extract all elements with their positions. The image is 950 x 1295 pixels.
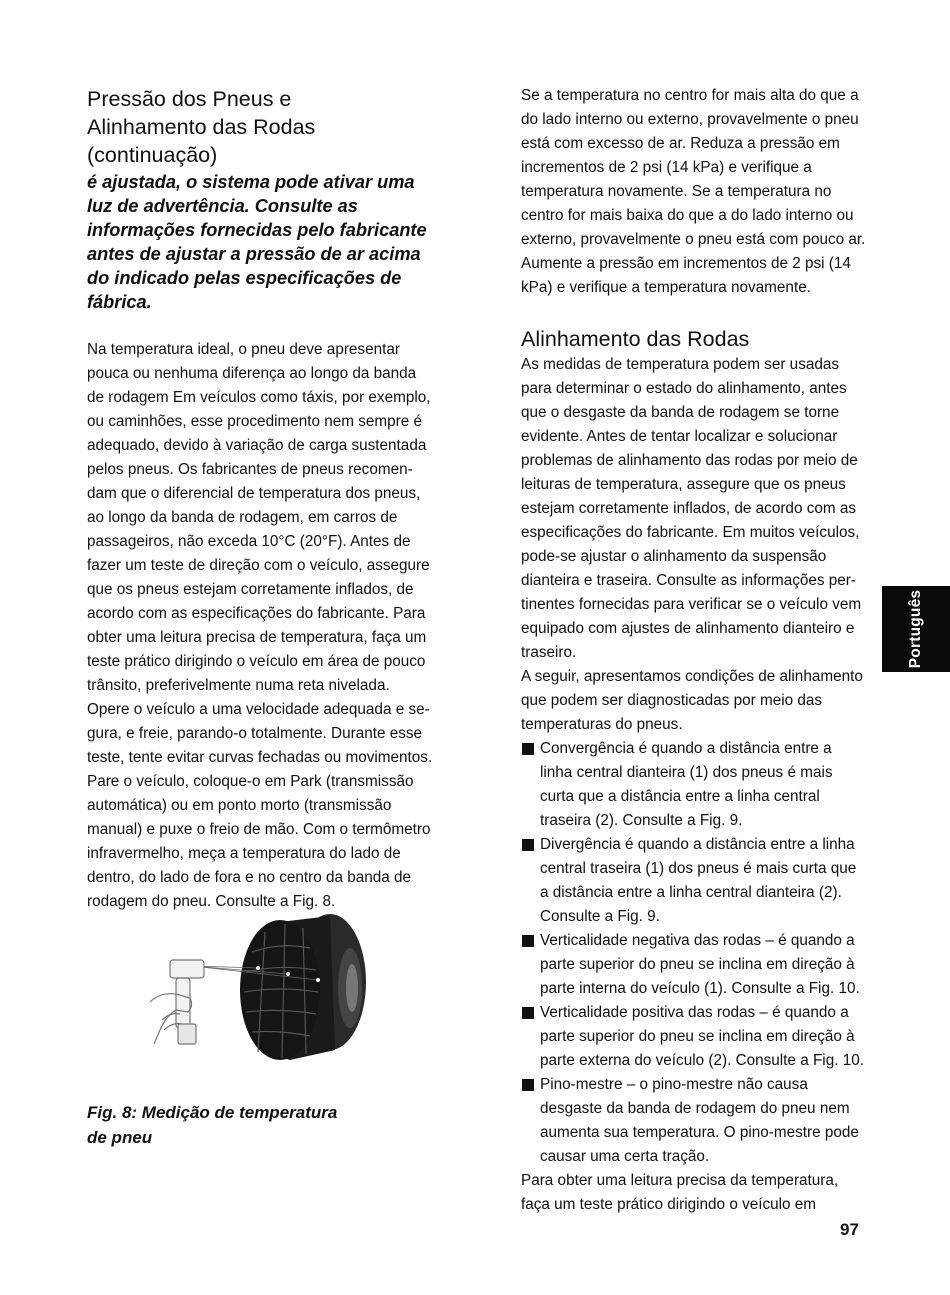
heading-line: (continuação) [87,143,218,167]
right-intro-paragraph: Se a temperatura no centro for mais alta do que a do lado interno ou externo, provavelmente o pneu está com excesso de ar. Reduza a pressão em incrementos de 2 psi (14 kPa) e verifique a temperatura novamente. Se a temperatura no centro for mais baixa do que a do lado interno ou externo, provavelmente o pneu está com pouco ar. Aumente a pressão em incrementos de 2 psi (14 kPa) e verifique a temperatura novamente. [521,87,866,296]
caption-line: de pneu [87,1128,153,1147]
list-item-text: Verticalidade positiva das rodas – é quando a parte superior do pneu se inclina em direção à parte externa do veículo (2). Consulte a Fig. 10. [540,1004,864,1069]
bullet-square-icon [522,839,534,851]
bullet-square-icon [522,935,534,947]
figure-tire-measurement [140,912,380,1072]
list-item [521,833,866,929]
list-item-text: Divergência é quando a distância entre a linha central traseira (1) dos pneus é mais curta que a distância entre a linha central dianteira (2). Consulte a Fig. 9. [540,836,857,925]
infrared-thermometer-icon [150,960,204,1044]
language-tab-label: Português [907,589,924,669]
left-body-paragraph: Na temperatura ideal, o pneu deve apresentar pouca ou nenhuma diferença ao longo da banda de rodagem Em veículos como táxis, por exemplo, ou caminhões, esse procedimento nem sempre é adequado, devido à variação de carga sustentada pelos pneus. Os fabricantes de pneus recomen-dam que o diferencial de temperatura dos pneus, ao longo da banda de rodagem, em carros de passageiros, não exceda 10°C (20°F). Antes de fazer um teste de direção com o veículo, assegure que os pneus estejam corretamente inflados, de acordo com as especificações do fabricante. Para obter uma leitura precisa de temperatura, faça um teste prático dirigindo o veículo em área de pouco trânsito, preferivelmente numa reta nivelada. Opere o veículo a uma velocidade adequada e se-gura, e freie, parando-o totalmente. Durante esse teste, tente evitar curvas fechadas ou movimentos. Pare o veículo, coloque-o em Park (transmissão automática) ou em ponto morto (transmissão manual) e puxe o freio de mão. Com o termômetro infravermelho, meça a temperatura do lado de dentro, do lado de fora e no centro da banda de rodagem do pneu. Consulte a Fig. 8. [87,341,433,910]
page-number: 97 [840,1220,859,1239]
lead-text: é ajustada, o sistema pode ativar uma luz de advertência. Consulte as informações fornecidas pelo fabricante antes de ajustar a pressão de ar acima do indicado pelas especificações de fábrica. [87,172,427,312]
bullet-square-icon [522,743,534,755]
tire-illustration [140,912,380,1072]
alignment-intro-paragraph: A seguir, apresentamos condições de alinhamento que podem ser diagnosticadas por meio das temperaturas do pneus. [521,668,863,733]
list-item [521,737,866,833]
heading-line: Alinhamento das Rodas [87,115,316,139]
list-item-text: Pino-mestre – o pino-mestre não causa desgaste da banda de rodagem do pneu nem aumenta sua temperatura. O pino-mestre pode causar uma certa tração. [540,1076,859,1165]
section-title: Alinhamento das Rodas [521,327,750,351]
bullet-square-icon [522,1079,534,1091]
list-item [521,1073,866,1169]
closing-paragraph: Para obter uma leitura precisa da temperatura, faça um teste prático dirigindo o veículo em [521,1172,839,1213]
section-heading [87,85,437,169]
language-tab [882,586,950,672]
list-item-text: Convergência é quando a distância entre a linha central dianteira (1) dos pneus é mais curta que a distância entre a linha central traseira (2). Consulte a Fig. 9. [540,740,833,829]
list-item [521,929,866,1001]
figure-caption [87,1100,407,1150]
alignment-paragraph: As medidas de temperatura podem ser usadas para determinar o estado do alinhamento, antes que o desgaste da banda de rodagem se torne evidente. Antes de tentar localizar e solucionar problemas de alinhamento das rodas por meio de leituras de temperatura, assegure que os pneus estejam corretamente inflados, de acordo com as especificações do fabricante. Em muitos veículos, pode-se ajustar o alinhamento da suspensão dianteira e traseira. Consulte as informações per-tinentes fornecidas para verificar se o veículo vem equipado com ajustes de alinhamento dianteiro e traseiro. [521,356,862,661]
list-item [521,1001,866,1073]
bullet-square-icon [522,1007,534,1019]
heading-line: Pressão dos Pneus e [87,87,292,111]
caption-line: Fig. 8: Medição de temperatura [87,1103,338,1122]
alignment-section-body [521,353,866,1217]
alignment-conditions-list [521,737,866,1169]
list-item-text: Verticalidade negativa das rodas – é quando a parte superior do pneu se inclina em direção à parte interna do veículo (1). Consulte a Fig. 10. [540,932,860,997]
